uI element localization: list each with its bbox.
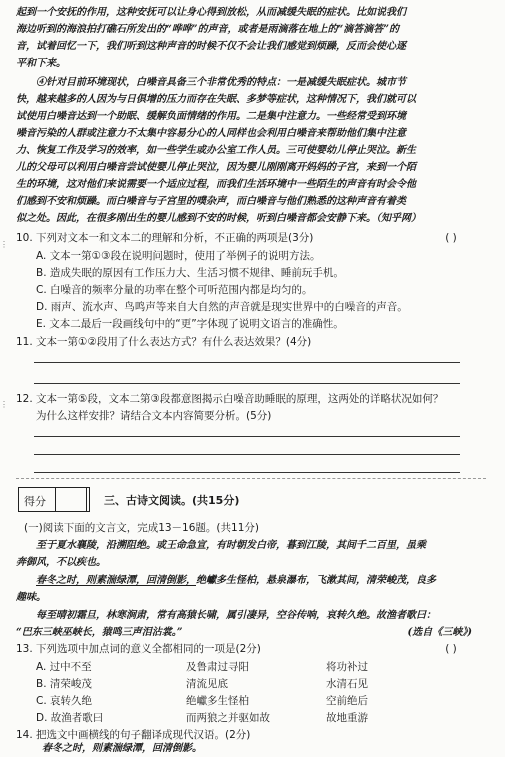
- q13-option-row: [16, 676, 486, 693]
- score-cell[interactable]: [55, 487, 87, 512]
- classical-text-line: 至于夏水襄陵，沿溯阻绝。或王命急宣，有时朝发白帝，暮到江陵，其间千二百里，虽乘: [36, 540, 426, 551]
- answer-paren[interactable]: ( ): [445, 232, 457, 244]
- section-divider: [16, 478, 486, 479]
- q13-option: 而两狼之并驱如故: [186, 712, 270, 724]
- q13-option: B. 清荣峻茂: [36, 678, 92, 690]
- q13-option: 及鲁肃过寻阳: [186, 661, 249, 673]
- q13-option-row: [16, 710, 486, 727]
- q13-option: 故地重游: [326, 712, 368, 724]
- passage-line: 平和下来。: [16, 58, 66, 69]
- q13-option: 绝巘多生怪柏: [186, 695, 249, 707]
- question-10-text: 10. 下列对文本一和文本二的理解和分析，不正确的两项是(3分): [16, 232, 314, 244]
- passage-line: ④针对目前环境现状，白噪音具备三个非常优秀的特点：一是减缓失眠症状。城市节: [36, 77, 406, 88]
- classical-text-line: 趣味。: [16, 592, 46, 603]
- question-12-stem-continued: 为什么这样安排？请结合文本内容简要分析。(5分): [36, 410, 272, 422]
- option-d: D. 雨声、流水声、鸟鸣声等来自大自然的声音就是现实世界中的白噪音的声音。: [36, 301, 408, 313]
- classical-text-line: [16, 624, 486, 641]
- passage-line: 儿的父母可以利用白噪音尝试使婴儿停止哭泣，因为婴儿刚刚离开妈妈的子宫，来到一个陌: [16, 162, 416, 173]
- q13-option: 空前绝后: [326, 695, 368, 707]
- question-12-stem: 12. 文本一第⑤段，文本二第③段都意图揭示白噪音助睡眠的原理，这两处的详略状况如何？: [16, 393, 444, 405]
- passage-line: 力、恢复工作及学习的效率，如一些学生或办公室工作人员。三可使婴幼儿停止哭泣。新生: [16, 145, 416, 156]
- passage-line: 起到一个安抚的作用，这种安抚可以让身心得到放松，从而减缓失眠的症状。比如说我们: [16, 7, 406, 18]
- passage-line: 似之处。因此，在很多刚出生的婴儿感到不安的时候，听到白噪音都会安静下来。（知乎网）: [16, 213, 421, 224]
- translation-sentence: 春冬之时，则素湍绿潭，回清倒影。: [42, 743, 202, 754]
- option-a: A. 文本一第①③段在说明问题时，使用了举例子的说明方法。: [36, 250, 321, 262]
- margin-mark: ⋮: [0, 400, 8, 409]
- q13-option-row: [16, 659, 486, 676]
- passage-line: 噪音污染的人群或注意力不太集中容易分心的人同样也会利用白噪音来帮助他们集中注意: [16, 128, 406, 139]
- q13-option-row: [16, 693, 486, 710]
- answer-paren[interactable]: ( ): [445, 643, 457, 655]
- margin-mark: ⋮: [0, 240, 8, 249]
- passage-line: 快，越来越多的人因为与日俱增的压力而存在失眠、多梦等症状，这种情况下，我们就可以: [16, 94, 416, 105]
- classical-text-line: 奔御风，不以疾也。: [16, 557, 106, 568]
- passage-line: 们感到不安和烦躁。而白噪音与子宫里的噗杂声，而白噪音与他们熟悉的这种声音有着类: [16, 196, 406, 207]
- passage-line: 海边听到的海浪拍打礁石所发出的“哗哗”的声音，或者是雨滴落在地上的“滴答滴答”的: [16, 24, 400, 35]
- answer-line[interactable]: [34, 472, 460, 473]
- section-title: 三、古诗文阅读。(共15分): [104, 494, 240, 507]
- question-10-stem: [16, 230, 486, 247]
- question-13-stem: [16, 641, 486, 658]
- answer-line[interactable]: [34, 383, 460, 384]
- option-b: B. 造成失眠的原因有工作压力大、生活习惯不规律、睡前玩手机。: [36, 267, 344, 279]
- question-11-stem: 11. 文本一第①②段用了什么表达方式？有什么表达效果？(4分): [16, 336, 312, 348]
- q13-option: A. 过中不至: [36, 661, 92, 673]
- classical-text-fragment: 绝巘多生怪柏，悬泉瀑布，飞漱其间，清荣峻茂，良多: [196, 575, 436, 586]
- passage-line: 音，试着回忆一下，我们听到这种声音的时候不仅不会让我们感觉到烦躁，反而会使心逐: [16, 41, 406, 52]
- option-e: E. 文本二最后一段画线句中的“更”字体现了说明文语言的准确性。: [36, 318, 344, 330]
- q13-option: 水清石见: [326, 678, 368, 690]
- answer-line[interactable]: [34, 436, 460, 437]
- question-14-stem: 14. 把选文中画横线的句子翻译成现代汉语。(2分): [16, 729, 251, 741]
- underlined-sentence: 春冬之时，则素湍绿潭，回清倒影，: [36, 575, 196, 586]
- option-c: C. 白噪音的频率分量的功率在整个可听范围内都是均匀的。: [36, 284, 313, 296]
- passage-line: 生的环境，这对他们来说需要一个适应过程，而我们生活环境中一些陌生的声音有时会令他: [16, 179, 416, 190]
- question-13-text: 13. 下列选项中加点词的意义全都相同的一项是(2分): [16, 643, 261, 655]
- classical-text-line: [16, 572, 486, 589]
- q13-option: C. 哀转久绝: [36, 695, 93, 707]
- part-heading: (一)阅读下面的文言文，完成13－16题。(共11分): [24, 522, 259, 534]
- source-note: (选自《三峡》): [407, 627, 472, 638]
- q13-option: 清流见底: [186, 678, 228, 690]
- score-box: [18, 487, 90, 512]
- classical-text-line: 每至晴初霜旦，林寒涧肃，常有高猿长啸，属引凄异，空谷传响，哀转久绝。故渔者歌曰：: [36, 610, 436, 621]
- score-label: 得分: [24, 495, 46, 508]
- q13-option: 将功补过: [326, 661, 368, 673]
- passage-line: 试使用白噪音达到一个助眠、缓解负面情绪的作用。二是集中注意力。一些经常受到环境: [16, 111, 406, 122]
- poem-quote: “巴东三峡巫峡长，猿鸣三声泪沾裳。”: [16, 627, 183, 638]
- answer-line[interactable]: [34, 454, 460, 455]
- q13-option: D. 故渔者歌曰: [36, 712, 104, 724]
- answer-line[interactable]: [34, 362, 460, 363]
